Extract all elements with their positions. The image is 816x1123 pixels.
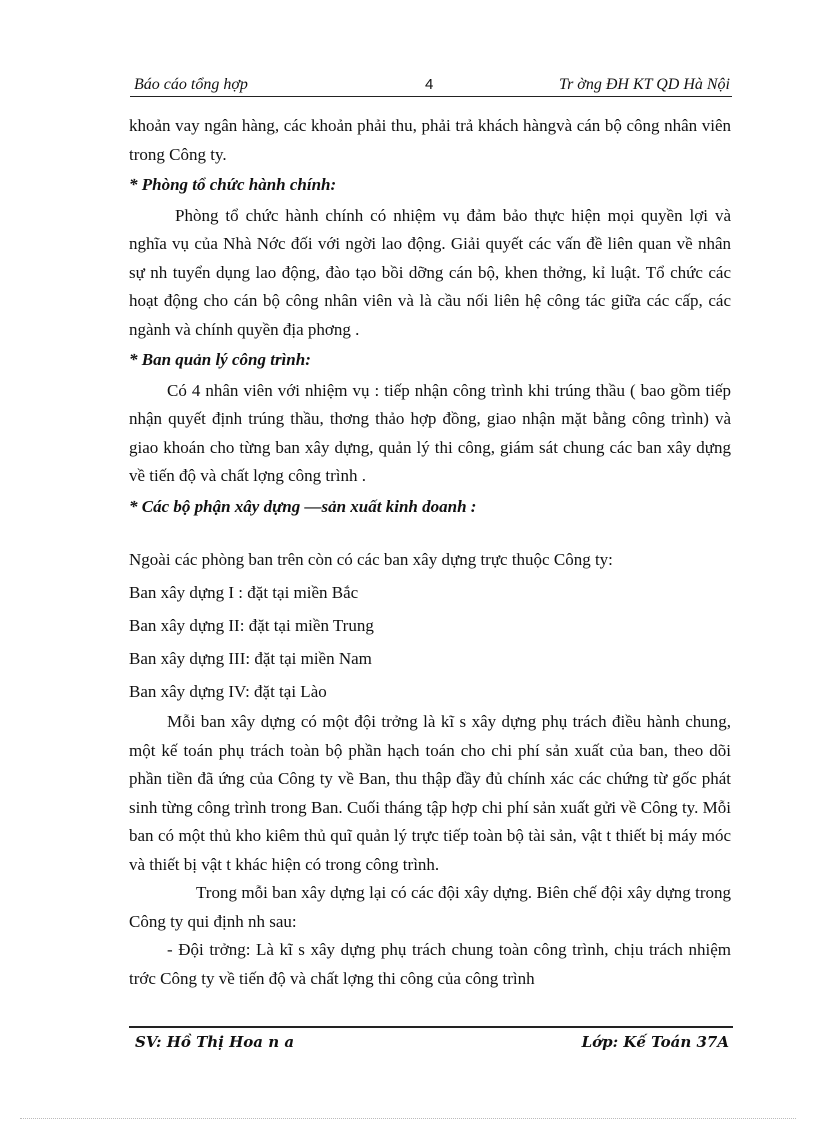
list-item: Ban xây dựng IV: đặt tại Lào [129, 682, 327, 701]
paragraph-project-management: Có 4 nhân viên với nhiệm vụ : tiếp nhận công trình khi trúng thầu ( bao gồm tiếp nhận quyết định trúng thầu, thơng thảo hợp đồng, giao nhận mặt bằng công trình) và giao khoán cho từng ban xây dựng, quản lý thi công, giám sát chung các ban xây dựng về tiến độ và chất lợng công trình . [129, 380, 731, 485]
paragraph-admin: Phòng tổ chức hành chính có nhiệm vụ đảm bảo thực hiện mọi quyền lợi và nghĩa vụ của Nhà Nớc đối với ngời lao động. Giải quyết các vấn đề liên quan về nhân sự nh tuyển dụng lao động, đào tạo bồi dỡng cán bộ, khen thởng, kỉ luật. Tổ chức các hoạt động cho cán bộ công nhân viên và là cầu nối liên hệ công tác giữa các cấp, các ngành và chính quyền địa phơng . [129, 205, 731, 339]
list-item: Ban xây dựng I : đặt tại miền Bắc [129, 583, 359, 602]
paragraph-teams: Trong mỗi ban xây dựng lại có các đội xây dựng. Biên chế đội xây dựng trong Công ty qui định nh sau: [129, 883, 731, 931]
paragraph-continuation: khoản vay ngân hàng, các khoản phải thu, phải trả khách hàngvà cán bộ công nhân viên trong Công ty. [129, 116, 731, 164]
footer-student: SV: Hồ Thị Hoa n a [135, 1033, 295, 1051]
section-heading-admin: * Phòng tổ chức hành chính: [129, 175, 337, 194]
page-edge-divider [20, 1118, 796, 1119]
section-heading-construction-units: * Các bộ phận xây dựng —sản xuất kinh doanh : [129, 496, 477, 516]
document-body [129, 112, 731, 993]
page-header [130, 76, 732, 97]
paragraph-unit-structure: Mỗi ban xây dựng có một đội trởng là kĩ s xây dựng phụ trách điều hành chung, một kế toán phụ trách toàn bộ phần hạch toán cho chi phí sản xuất của ban, theo dõi phần tiền đã ứng của Công ty về Ban, thu thập đầy đủ chính xác các chứng từ gốc phát sinh từng công trình trong Ban. Cuối tháng tập hợp chi phí sản xuất gửi về Công ty. Mỗi ban có một thủ kho kiêm thủ quĩ quản lý trực tiếp toàn bộ tài sản, vật t thiết bị máy móc và thiết bị vật t khác hiện có trong công trình. [129, 712, 731, 874]
paragraph-team-leader: - Đội trởng: Là kĩ s xây dựng phụ trách chung toàn công trình, chịu trách nhiệm trớc Công ty về tiến độ và chất lợng thi công của công trình [129, 940, 731, 988]
section-heading-project-management: * Ban quản lý công trình: [129, 350, 311, 369]
page-footer [129, 1026, 733, 1054]
header-university: Tr ờng ĐH KT QD Hà Nội [559, 76, 730, 93]
list-item: Ban xây dựng III: đặt tại miền Nam [129, 649, 372, 668]
list-item: Ban xây dựng II: đặt tại miền Trung [129, 616, 374, 635]
paragraph-units-intro: Ngoài các phòng ban trên còn có các ban xây dựng trực thuộc Công ty: [129, 550, 613, 569]
footer-class: Lớp: Kế Toán 37A [581, 1033, 729, 1051]
page-number: 4 [425, 76, 434, 93]
header-title: Báo cáo tổng hợp [134, 76, 248, 93]
